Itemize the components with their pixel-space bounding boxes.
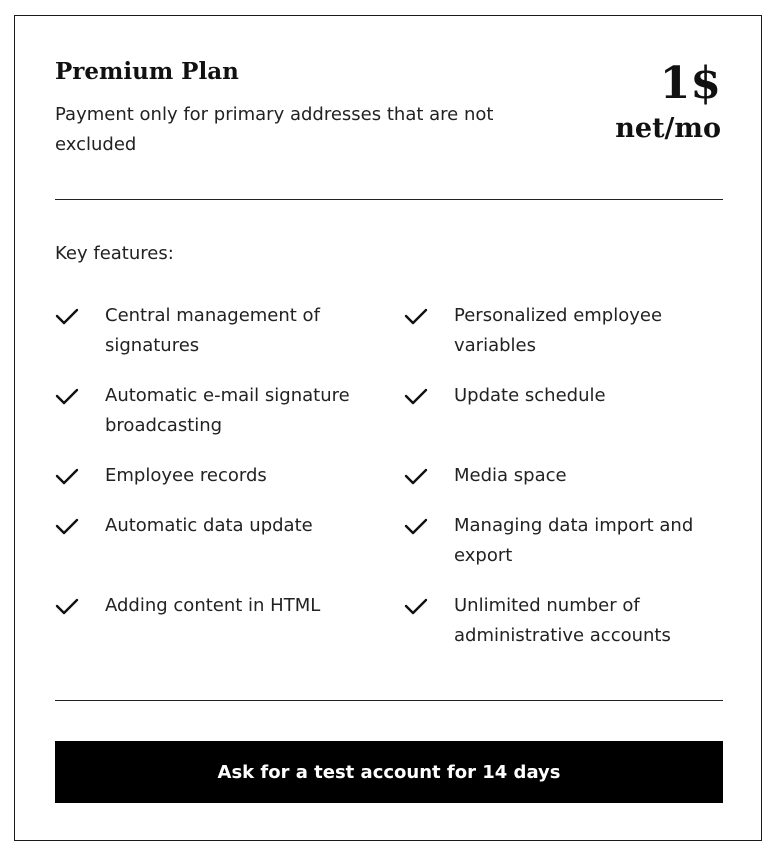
checkmark-icon — [55, 301, 83, 331]
feature-text: Automatic e-mail signature broadcasting — [105, 385, 350, 436]
feature-text: Automatic data update — [105, 515, 313, 536]
feature-text: Central management of signatures — [105, 305, 320, 356]
feature-item — [404, 461, 724, 491]
feature-text: Unlimited number of administrative accounts — [454, 595, 671, 646]
checkmark-icon — [404, 591, 432, 621]
checkmark-icon — [404, 461, 432, 491]
feature-item — [404, 301, 724, 361]
price-block — [615, 56, 721, 146]
pricing-card — [14, 15, 762, 841]
test-account-button[interactable]: Ask for a test account for 14 days — [55, 741, 723, 803]
feature-item — [55, 381, 375, 441]
checkmark-icon — [55, 511, 83, 541]
checkmark-icon — [55, 381, 83, 411]
feature-text: Media space — [454, 465, 567, 486]
price-amount: 1$ — [659, 58, 721, 109]
price-period: net/mo — [615, 113, 721, 144]
checkmark-icon — [404, 301, 432, 331]
feature-item — [55, 511, 375, 541]
feature-item — [404, 381, 724, 411]
feature-item — [404, 511, 724, 571]
divider-bottom — [55, 700, 723, 701]
feature-item — [404, 591, 724, 651]
feature-item — [55, 591, 375, 621]
feature-item — [55, 461, 375, 491]
checkmark-icon — [404, 381, 432, 411]
checkmark-icon — [55, 461, 83, 491]
feature-text: Managing data import and export — [454, 515, 694, 566]
features-heading: Key features: — [55, 243, 174, 264]
plan-title: Premium Plan — [55, 58, 239, 85]
plan-description: Payment only for primary addresses that are not excluded — [55, 104, 494, 155]
divider-top — [55, 199, 723, 200]
checkmark-icon — [404, 511, 432, 541]
feature-text: Employee records — [105, 465, 267, 486]
checkmark-icon — [55, 591, 83, 621]
feature-item — [55, 301, 375, 361]
feature-text: Update schedule — [454, 385, 606, 406]
feature-text: Personalized employee variables — [454, 305, 663, 356]
feature-text: Adding content in HTML — [105, 595, 321, 616]
